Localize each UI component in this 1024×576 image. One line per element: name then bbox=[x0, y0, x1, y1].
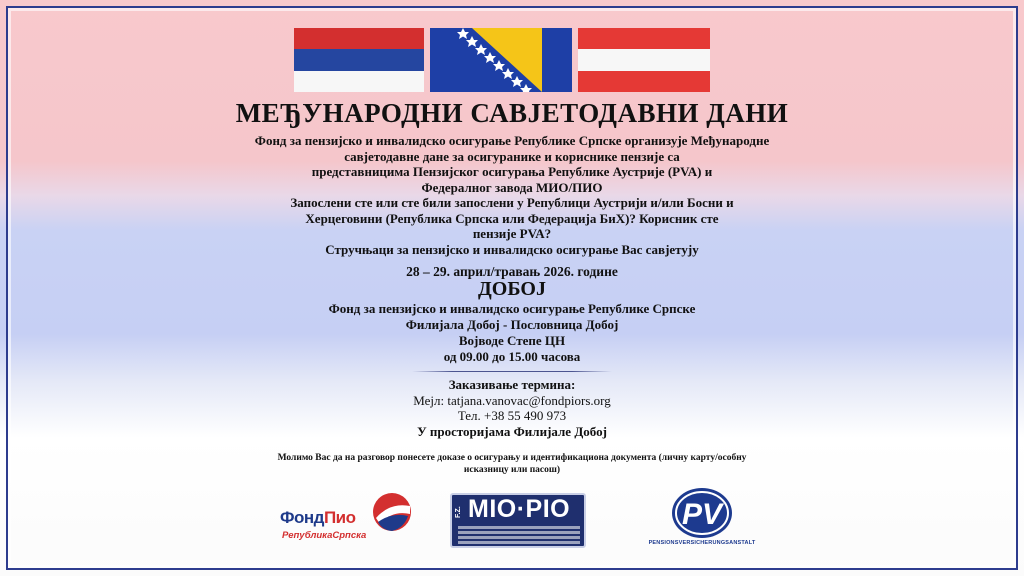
event-city: ДОБОЈ bbox=[478, 278, 546, 300]
intro-line: представницима Пензијског осигурања Републике Аустрије (PVA) и bbox=[311, 164, 713, 179]
booking-location: У просторијама Филијале Добој bbox=[417, 423, 607, 439]
booking-email[interactable]: Мејл: tatjana.vanovac@fondpiors.org bbox=[413, 392, 611, 408]
fond-pio-wordmark: ФондПио bbox=[280, 508, 356, 527]
fond-pio-emblem-icon bbox=[372, 492, 412, 532]
intro-line: пензије PVA? bbox=[472, 226, 552, 241]
divider bbox=[412, 371, 612, 372]
note-line: Молимо Вас да на разговор понесете доказе о осигурању и идентификациона документа (личну карту/особну bbox=[277, 453, 747, 463]
pva-logo bbox=[638, 486, 766, 550]
flag-bosnia-herzegovina bbox=[430, 28, 572, 92]
booking-info bbox=[0, 377, 1024, 439]
page-title: МЕЂУНАРОДНИ САВЈЕТОДАВНИ ДАНИ bbox=[235, 98, 789, 128]
pva-subtitle: PENSIONSVERSICHERUNGSANSTALT bbox=[648, 540, 756, 546]
intro-line: савјетодавне дане за осигуранике и кориснике пензије са bbox=[344, 148, 680, 164]
venue-line: од 09.00 до 15.00 часова bbox=[443, 349, 581, 364]
mio-pio-wordmark: MIO·PIO bbox=[468, 495, 571, 523]
pva-emblem-icon bbox=[638, 486, 766, 540]
flags-row bbox=[294, 28, 710, 92]
venue-details bbox=[0, 301, 1024, 365]
booking-phone[interactable]: Тел. +38 55 490 973 bbox=[457, 408, 567, 423]
intro-line: Фонд за пензијско и инвалидско осигурање Републике Српске организује Међународне bbox=[254, 133, 770, 148]
intro-line: Стручњаци за пензијско и инвалидско осигурање Вас савјетују bbox=[325, 241, 699, 257]
fond-pio-logo bbox=[276, 490, 416, 546]
booking-heading: Заказивање термина: bbox=[448, 377, 576, 392]
venue-line: Филијала Добој - Пословница Добој bbox=[405, 317, 619, 332]
intro-line: Запослени сте или сте били запослени у Републици Аустрији и/или Босни и bbox=[290, 195, 734, 210]
intro-text bbox=[200, 133, 824, 257]
event-date: 28 – 29. април/травањ 2026. године bbox=[406, 264, 618, 279]
venue-line: Војводе Степе ЦН bbox=[458, 333, 566, 348]
mio-pio-logo bbox=[450, 493, 586, 548]
intro-line: Федералног завода МИО/ПИО bbox=[421, 179, 603, 195]
flag-republika-srpska bbox=[294, 28, 424, 92]
intro-line: Херцеговини (Република Српска или Федерација БиХ)? Корисник сте bbox=[305, 210, 719, 226]
venue-line: Фонд за пензијско и инвалидско осигурање Републике Српске bbox=[328, 301, 696, 316]
mio-pio-institute-lines bbox=[458, 526, 580, 546]
documents-note bbox=[0, 452, 1024, 476]
svg-text:PV: PV bbox=[681, 498, 723, 531]
note-line: исказницу или пасош) bbox=[463, 465, 561, 475]
flag-austria bbox=[578, 28, 710, 92]
fond-pio-subtitle: РепубликаСрпска bbox=[282, 530, 367, 541]
mio-pio-side-label: F.Z. bbox=[455, 506, 462, 518]
